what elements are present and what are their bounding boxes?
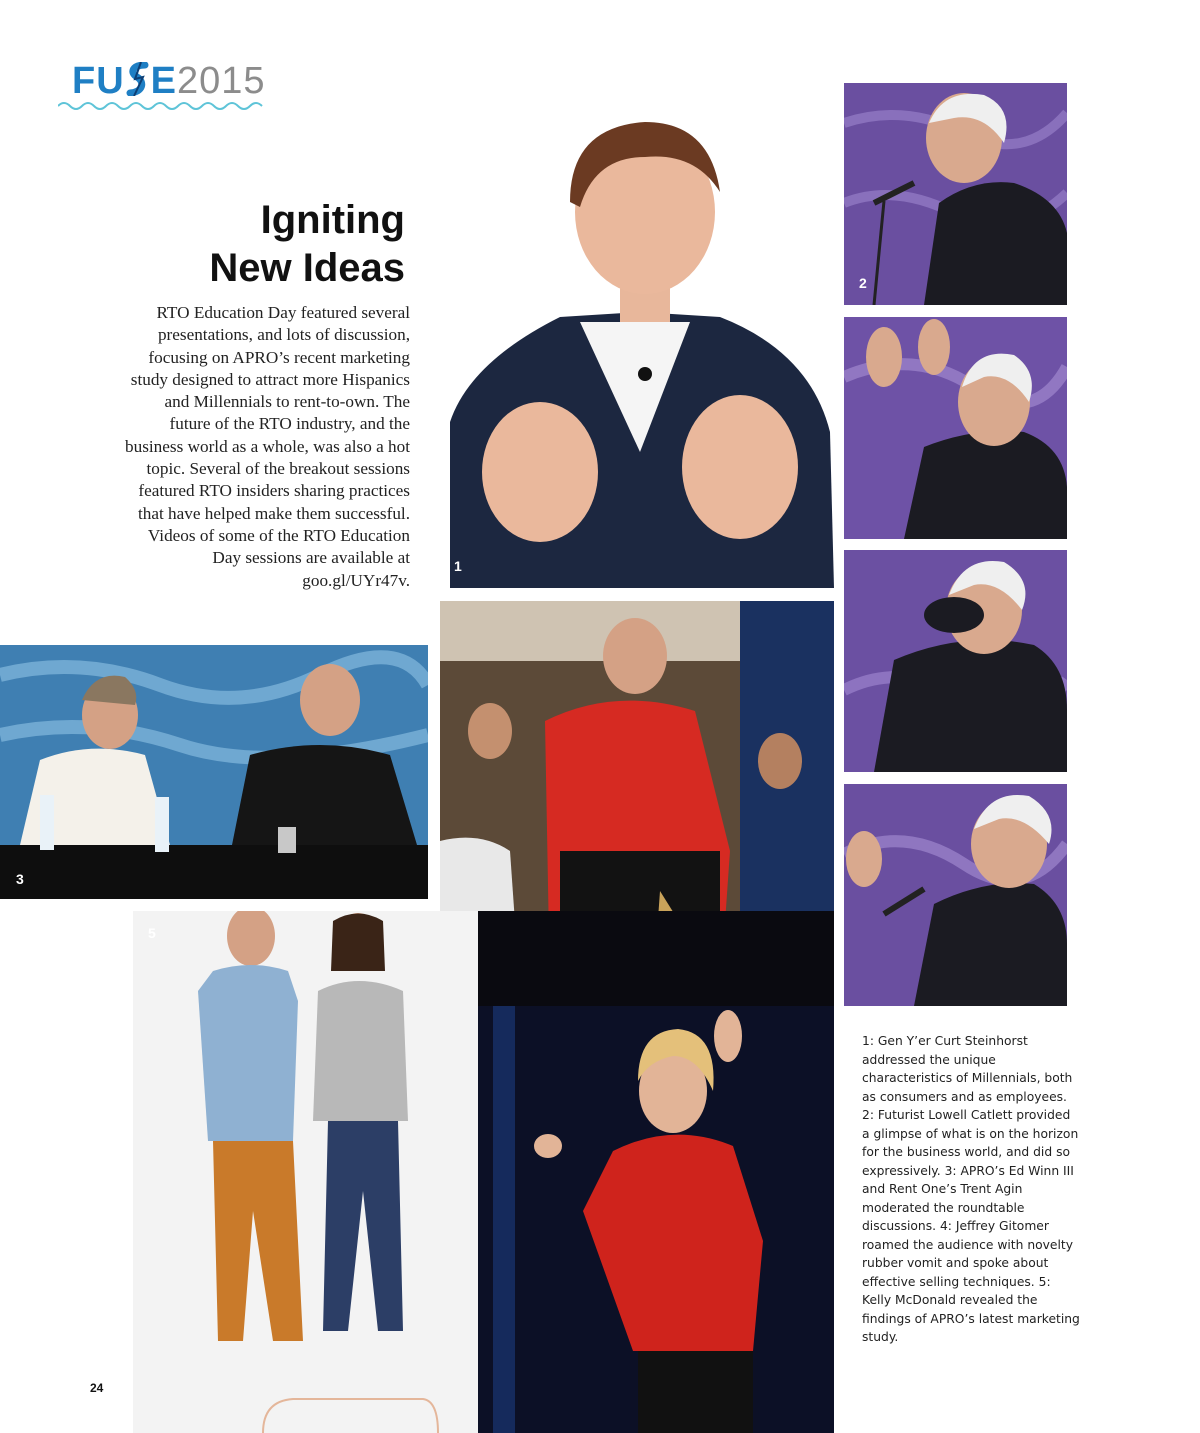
logo-s-mark-icon bbox=[125, 62, 151, 96]
photo-3-roundtable bbox=[0, 645, 428, 899]
photo-5-number: 5 bbox=[148, 925, 156, 941]
photo-2-sequence-hands-raised bbox=[844, 317, 1067, 539]
logo-wave-icon bbox=[58, 100, 264, 112]
title-line-1: Igniting bbox=[260, 198, 405, 242]
logo-year: 2015 bbox=[177, 60, 266, 102]
photo-2-futurist bbox=[844, 83, 1067, 305]
article-body: RTO Education Day featured several presentations, and lots of discussion, focusing on APRO’s recent marketing study designed to attract more Hispanics and Millennials to rent-to-own. The future of the RTO industry, and the business world as a whole, was also a hot topic. Several of the breakout sessions featured RTO insiders sharing practices that have helped make them successful. Videos of some of the RTO Education Day sessions are available at goo.gl/UYr47v. bbox=[125, 303, 410, 590]
photo-5-presentation bbox=[133, 911, 834, 1433]
fuse-2015-logo bbox=[72, 60, 266, 115]
photo-captions: 1: Gen Y’er Curt Steinhorst addressed the unique characteristics of Millennials, both as consumers and as employees. 2: Futurist Lowell Catlett provided a glimpse of what is on the horizon for the business world, and did so expressively. 3: APRO’s Ed Winn III and Rent One’s Trent Agin moderated the roundtable discussions. 4: Jeffrey Gitomer roamed the audience with novelty rubber vomit and spoke about effective selling techniques. 5: Kelly McDonald revealed the findings of APRO’s latest marketing study. bbox=[862, 1034, 1080, 1344]
photo-2-sequence-hands-face bbox=[844, 550, 1067, 772]
photo-3-number: 3 bbox=[16, 871, 24, 887]
photo-1-speaker-blazer bbox=[440, 112, 834, 588]
photo-2-sequence-smiling bbox=[844, 784, 1067, 1006]
photo-1-number: 1 bbox=[454, 558, 462, 574]
photo-2-number: 2 bbox=[859, 275, 867, 291]
logo-text-fu: FU bbox=[72, 60, 125, 102]
article-title bbox=[209, 196, 405, 292]
page-number: 24 bbox=[90, 1381, 104, 1395]
title-line-2: New Ideas bbox=[209, 246, 405, 290]
logo-text-e: E bbox=[150, 60, 178, 102]
